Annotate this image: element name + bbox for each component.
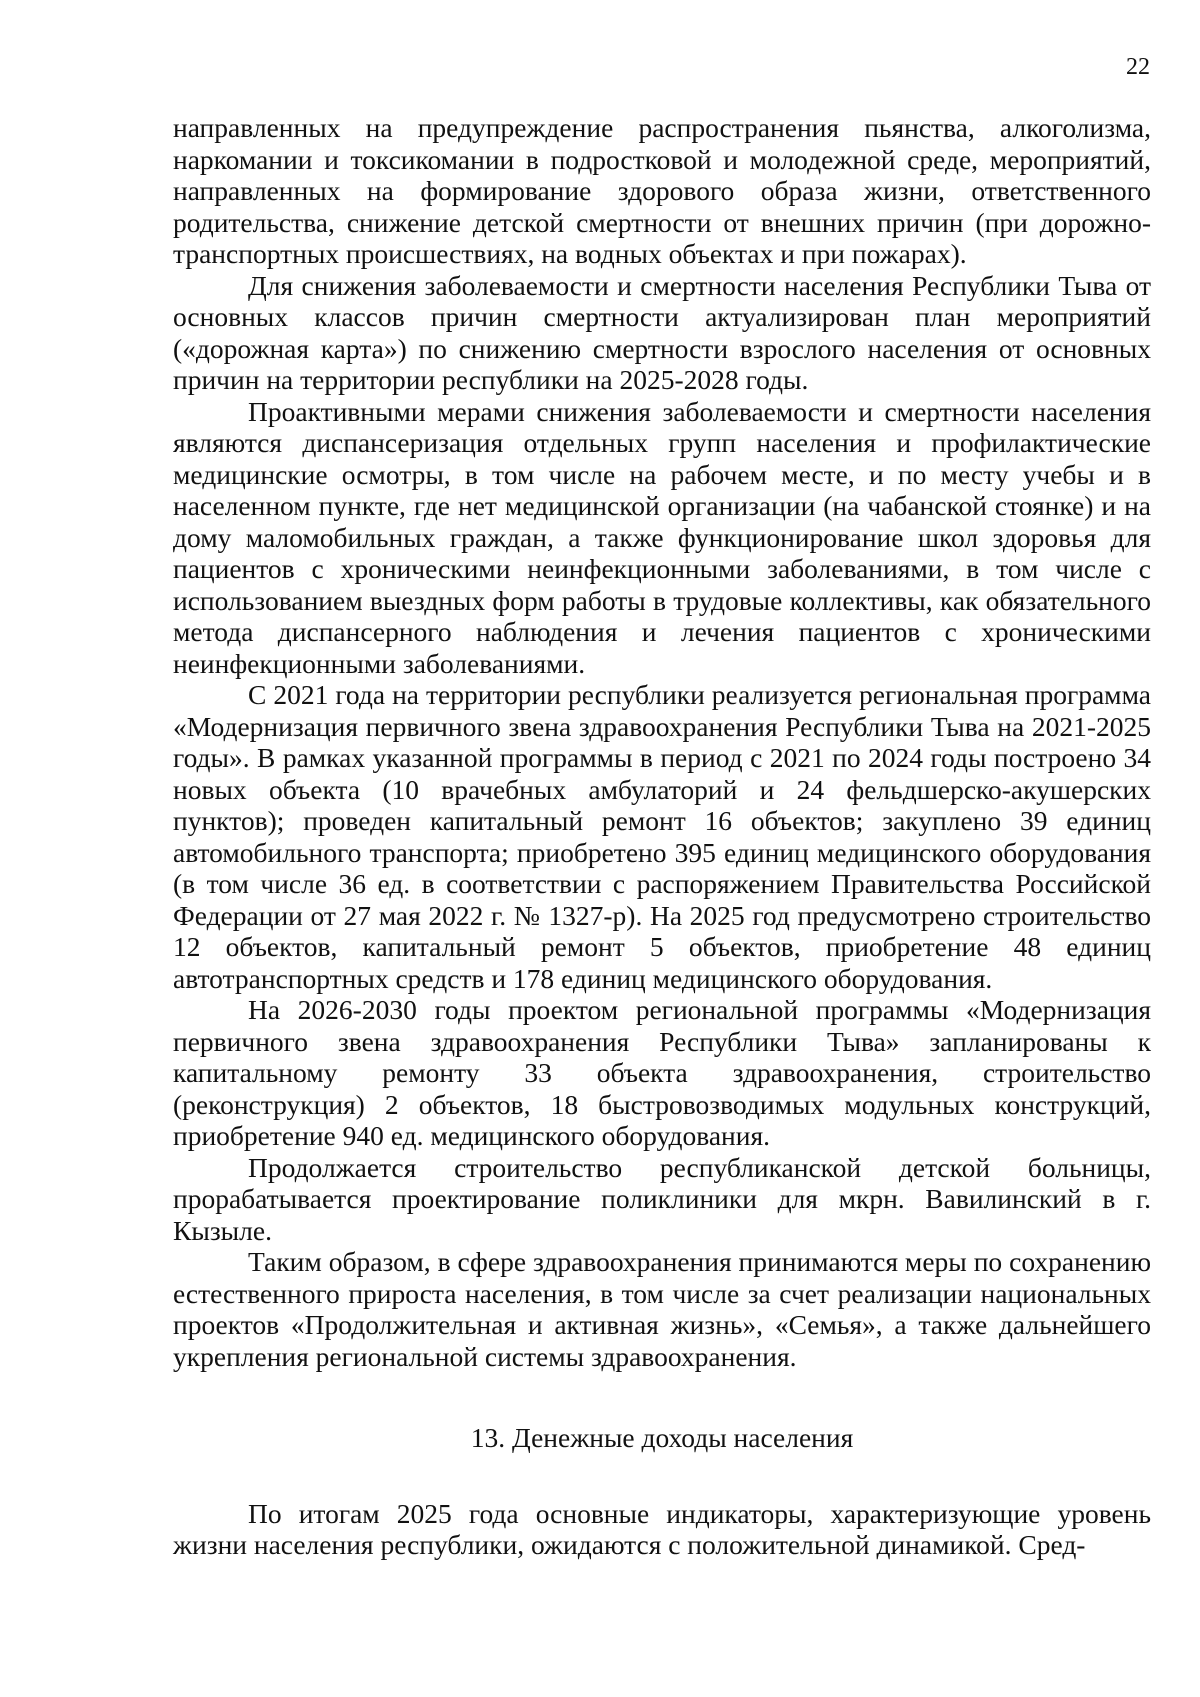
paragraph-road-map: Для снижения заболеваемости и смертности населения Республики Тыва от основных классов причин смертности актуализирован план мероприятий («дорожная карта») по снижению смертности взрослого населения от основных причин на территории республики на 2025-2028 годы. — [173, 269, 1151, 395]
paragraph-2026-2030-plan: На 2026-2030 годы проектом региональной программы «Модернизация первичного звена здравоохранения Республики Тыва» запланированы к капитальному ремонту 33 объекта здравоохранения, строительство (реконструкция) 2 объектов, 18 быстровозводимых модульных конструкций, приобретение 940 ед. медицинского оборудования. — [173, 994, 1151, 1151]
paragraph-childrens-hospital: Продолжается строительство республиканской детской больницы, прорабатывается проектирование поликлиники для мкрн. Вавилинский в г. Кызыле. — [173, 1151, 1151, 1246]
document-body — [173, 112, 1151, 1561]
paragraph-continuation: направленных на предупреждение распространения пьянства, алкоголизма, наркомании и токсикомании в подростковой и молодежной среде, мероприятий, направленных на формирование здорового образа жизни, ответственного родительства, снижение детской смертности от внешних причин (при дорожно-транспортных происшествиях, на водных объектах и при пожарах). — [173, 112, 1151, 269]
paragraph-proactive-measures: Проактивными мерами снижения заболеваемости и смертности населения являются диспансеризация отдельных групп населения и профилактические медицинские осмотры, в том числе на рабочем месте, и по месту учебы и в населенном пункте, где нет медицинской организации (на чабанской стоянке) и на дому маломобильных граждан, а также функционирование школ здоровья для пациентов с хроническими неинфекционными заболеваниями, в том числе с использованием выездных форм работы в трудовые коллективы, как обязательного метода диспансерного наблюдения и лечения пациентов с хроническими неинфекционными заболеваниями. — [173, 395, 1151, 679]
paragraph-income-intro: По итогам 2025 года основные индикаторы, характеризующие уровень жизни населения республики, ожидаются с положительной динамикой. Сред- — [173, 1497, 1151, 1560]
paragraph-conclusion: Таким образом, в сфере здравоохранения принимаются меры по сохранению естественного прироста населения, в том числе за счет реализации национальных проектов «Продолжительная и активная жизнь», «Семья», а также дальнейшего укрепления региональной системы здравоохранения. — [173, 1246, 1151, 1372]
section-heading: 13. Денежные доходы населения — [470, 1422, 854, 1453]
paragraph-modernization-program: С 2021 года на территории республики реализуется региональная программа «Модернизация первичного звена здравоохранения Республики Тыва на 2021-2025 годы». В рамках указанной программы в период с 2021 по 2024 годы построено 34 новых объекта (10 врачебных амбулаторий и 24 фельдшерско-акушерских пунктов); проведен капитальный ремонт 16 объектов; закуплено 39 единиц автомобильного транспорта; приобретено 395 единиц медицинского оборудования (в том числе 36 ед. в соответствии с распоряжением Правительства Российской Федерации от 27 мая 2022 г. № 1327-р). На 2025 год предусмотрено строительство 12 объектов, капитальный ремонт 5 объектов, приобретение 48 единиц автотранспортных средств и 178 единиц медицинского оборудования. — [173, 679, 1151, 994]
page-number: 22 — [1126, 54, 1150, 80]
